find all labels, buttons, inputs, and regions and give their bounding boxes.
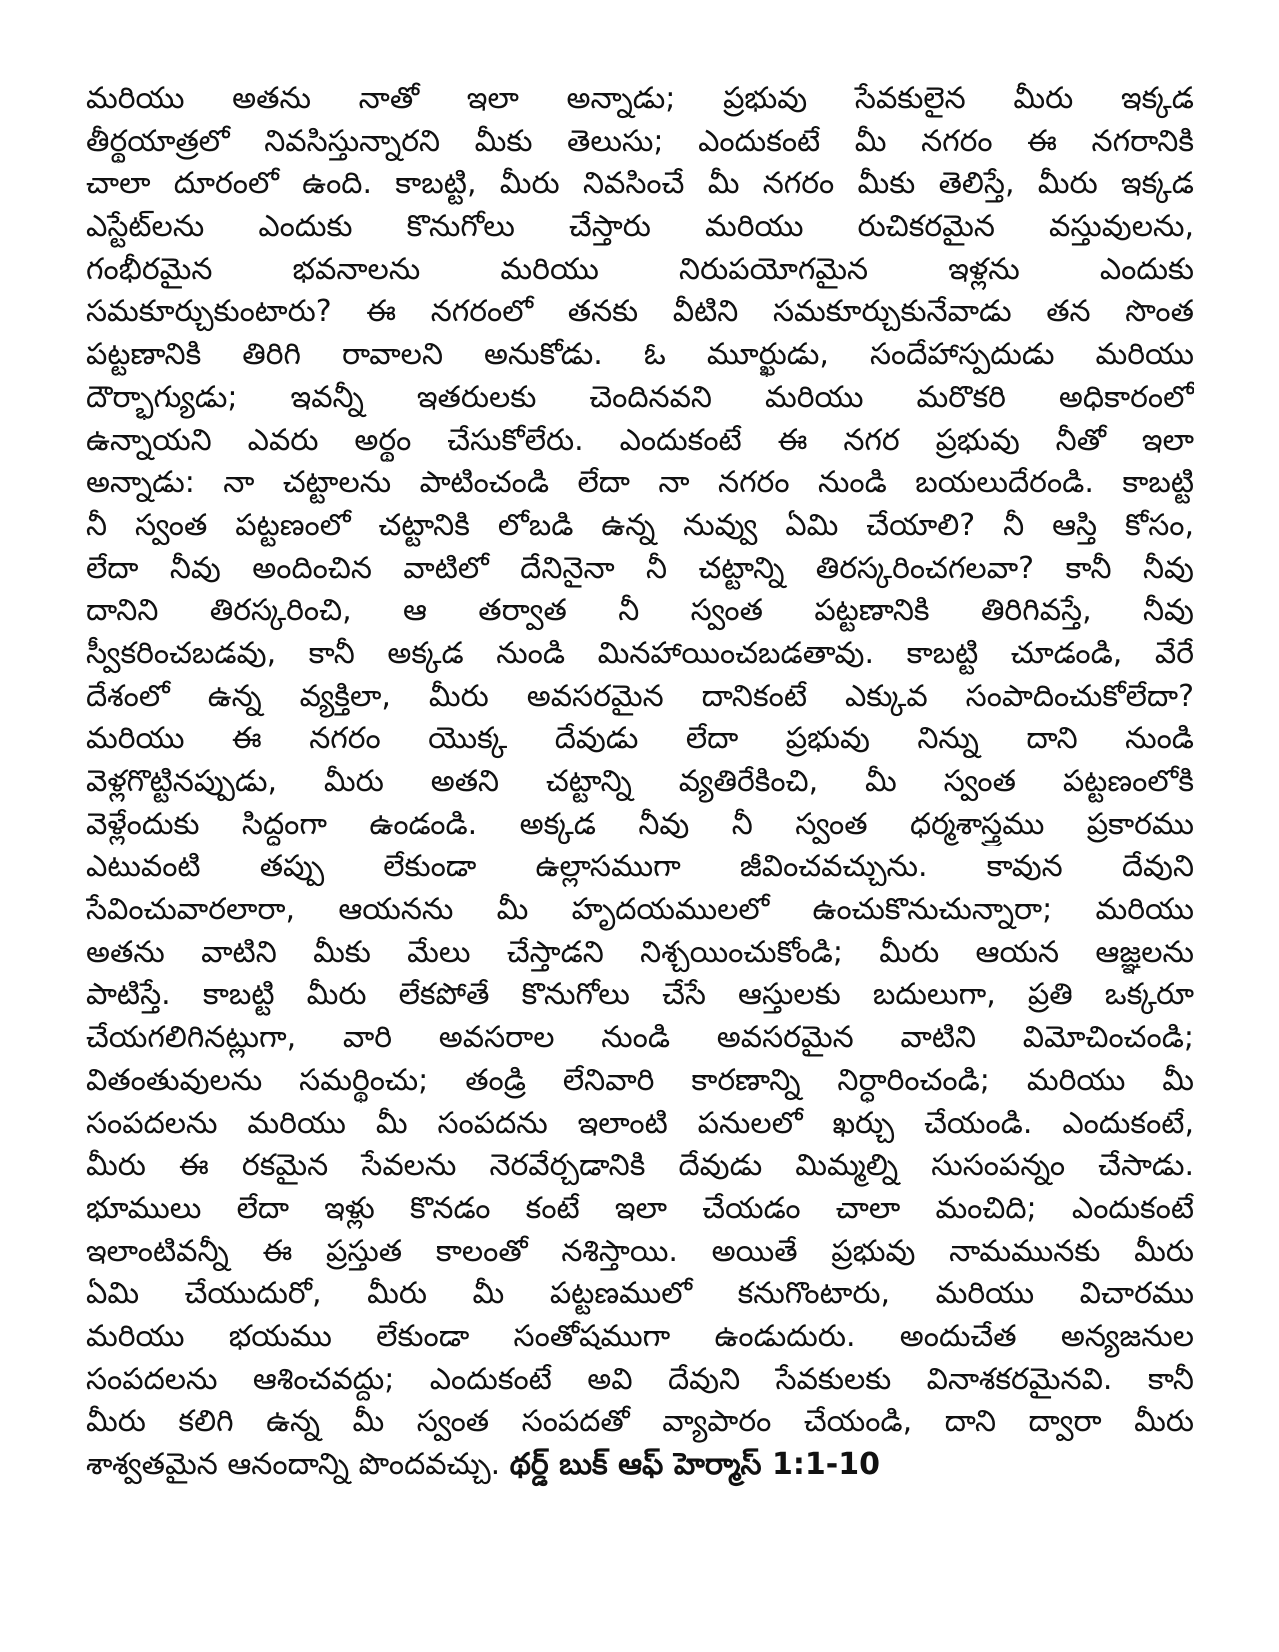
text-line-33 <box>86 1444 1194 1487</box>
text-line-5: గంభీరమైన భవనాలను మరియు నిరుపయోగమైన ఇళ్లను ఎందుకు <box>86 251 1194 287</box>
text-line-19: ఎటువంటి తప్పు లేకుండా ఉల్లాసముగా జీవించవచ్చును. కావున దేవుని <box>86 849 1194 885</box>
text-line-8: దౌర్భాగ్యుడు; ఇవన్నీ ఇతరులకు చెందినవని మరియు మరొకరి అధికారంలో <box>86 379 1194 415</box>
text-line-4: ఎస్టేట్‌లను ఎందుకు కొనుగోలు చేస్తారు మరియు రుచికరమైన వస్తువులను, <box>86 209 1194 245</box>
text-line-33-body: శాశ్వతమైన ఆనందాన్ని పొందవచ్చు. <box>86 1447 510 1482</box>
text-line-24: వితంతువులను సమర్థించు; తండ్రి లేనివారి కారణాన్ని నిర్ధారించండి; మరియు మీ <box>86 1062 1194 1098</box>
text-line-9: ఉన్నాయని ఎవరు అర్థం చేసుకోలేరు. ఎందుకంటే ఈ నగర ప్రభువు నీతో ఇలా <box>86 422 1194 458</box>
text-line-22: పాటిస్తే. కాబట్టి మీరు లేకపోతే కొనుగోలు చేసే ఆస్తులకు బదులుగా, ప్రతి ఒక్కరూ <box>86 977 1194 1013</box>
text-line-12: లేదా నీవు అందించిన వాటిలో దేనినైనా నీ చట్టాన్ని తిరస్కరించగలవా? కానీ నీవు <box>86 550 1194 586</box>
text-line-30: మరియు భయము లేకుండా సంతోషముగా ఉండుదురు. అందుచేత అన్యజనుల <box>86 1318 1194 1354</box>
text-line-3: చాలా దూరంలో ఉంది. కాబట్టి, మీరు నివసించే మీ నగరం మీకు తెలిస్తే, మీరు ఇక్కడ <box>86 166 1194 202</box>
text-line-31: సంపదలను ఆశించవద్దు; ఎందుకంటే అవి దేవుని సేవకులకు వినాశకరమైనవి. కానీ <box>86 1361 1194 1397</box>
text-line-13: దానిని తిరస్కరించి, ఆ తర్వాత నీ స్వంత పట్టణానికి తిరిగివస్తే, నీవు <box>86 593 1194 629</box>
text-line-28: ఇలాంటివన్నీ ఈ ప్రస్తుత కాలంతో నశిస్తాయి. అయితే ప్రభువు నామమునకు మీరు <box>86 1233 1194 1269</box>
text-line-2: తీర్థయాత్రలో నివసిస్తున్నారని మీకు తెలుసు; ఎందుకంటే మీ నగరం ఈ నగరానికి <box>86 123 1194 159</box>
text-line-14: స్వీకరించబడవు, కానీ అక్కడ నుండి మినహాయించబడతావు. కాబట్టి చూడండి, వేరే <box>86 635 1194 671</box>
document-body <box>86 78 1194 1487</box>
text-line-16: మరియు ఈ నగరం యొక్క దేవుడు లేదా ప్రభువు నిన్ను దాని నుండి <box>86 721 1194 757</box>
text-line-11: నీ స్వంత పట్టణంలో చట్టానికి లోబడి ఉన్న నువ్వు ఏమి చేయాలి? నీ ఆస్తి కోసం, <box>86 507 1194 543</box>
text-line-23: చేయగలిగినట్లుగా, వారి అవసరాల నుండి అవసరమైన వాటిని విమోచించండి; <box>86 1020 1194 1056</box>
text-line-26: మీరు ఈ రకమైన సేవలను నెరవేర్చడానికి దేవుడు మిమ్మల్ని సుసంపన్నం చేసాడు. <box>86 1148 1194 1184</box>
text-line-25: సంపదలను మరియు మీ సంపదను ఇలాంటి పనులలో ఖర్చు చేయండి. ఎందుకంటే, <box>86 1105 1194 1141</box>
scripture-citation: థర్డ్ బుక్ ఆఫ్ హెర్మాస్ 1:1-10 <box>509 1447 881 1482</box>
text-line-20: సేవించువారలారా, ఆయనను మీ హృదయములలో ఉంచుకొనుచున్నారా; మరియు <box>86 892 1194 928</box>
text-line-17: వెళ్లగొట్టినప్పుడు, మీరు అతని చట్టాన్ని వ్యతిరేకించి, మీ స్వంత పట్టణంలోకి <box>86 764 1194 799</box>
text-line-27: భూములు లేదా ఇళ్లు కొనడం కంటే ఇలా చేయడం చాలా మంచిది; ఎందుకంటే <box>86 1190 1194 1226</box>
text-line-1: మరియు అతను నాతో ఇలా అన్నాడు; ప్రభువు సేవకులైన మీరు ఇక్కడ <box>86 81 1194 116</box>
text-line-29: ఏమి చేయుదురో, మీరు మీ పట్టణములో కనుగొంటారు, మరియు విచారము <box>86 1276 1194 1312</box>
text-line-32: మీరు కలిగి ఉన్న మీ స్వంత సంపదతో వ్యాపారం చేయండి, దాని ద్వారా మీరు <box>86 1404 1194 1440</box>
text-line-18: వెళ్లేందుకు సిద్ధంగా ఉండండి. అక్కడ నీవు నీ స్వంత ధర్మశాస్త్రము ప్రకారము <box>86 806 1194 842</box>
text-line-10: అన్నాడు: నా చట్టాలను పాటించండి లేదా నా నగరం నుండి బయలుదేరండి. కాబట్టి <box>86 465 1194 501</box>
text-line-6: సమకూర్చుకుంటారు? ఈ నగరంలో తనకు వీటిని సమకూర్చుకునేవాడు తన సొంత <box>86 294 1194 330</box>
text-line-15: దేశంలో ఉన్న వ్యక్తిలా, మీరు అవసరమైన దానికంటే ఎక్కువ సంపాదించుకోలేదా? <box>86 678 1194 714</box>
text-line-21: అతను వాటిని మీకు మేలు చేస్తాడని నిశ్చయించుకోండి; మీరు ఆయన ఆజ్ఞలను <box>86 934 1194 970</box>
text-line-7: పట్టణానికి తిరిగి రావాలని అనుకోడు. ఓ మూర్ఖుడు, సందేహాస్పదుడు మరియు <box>86 337 1194 373</box>
